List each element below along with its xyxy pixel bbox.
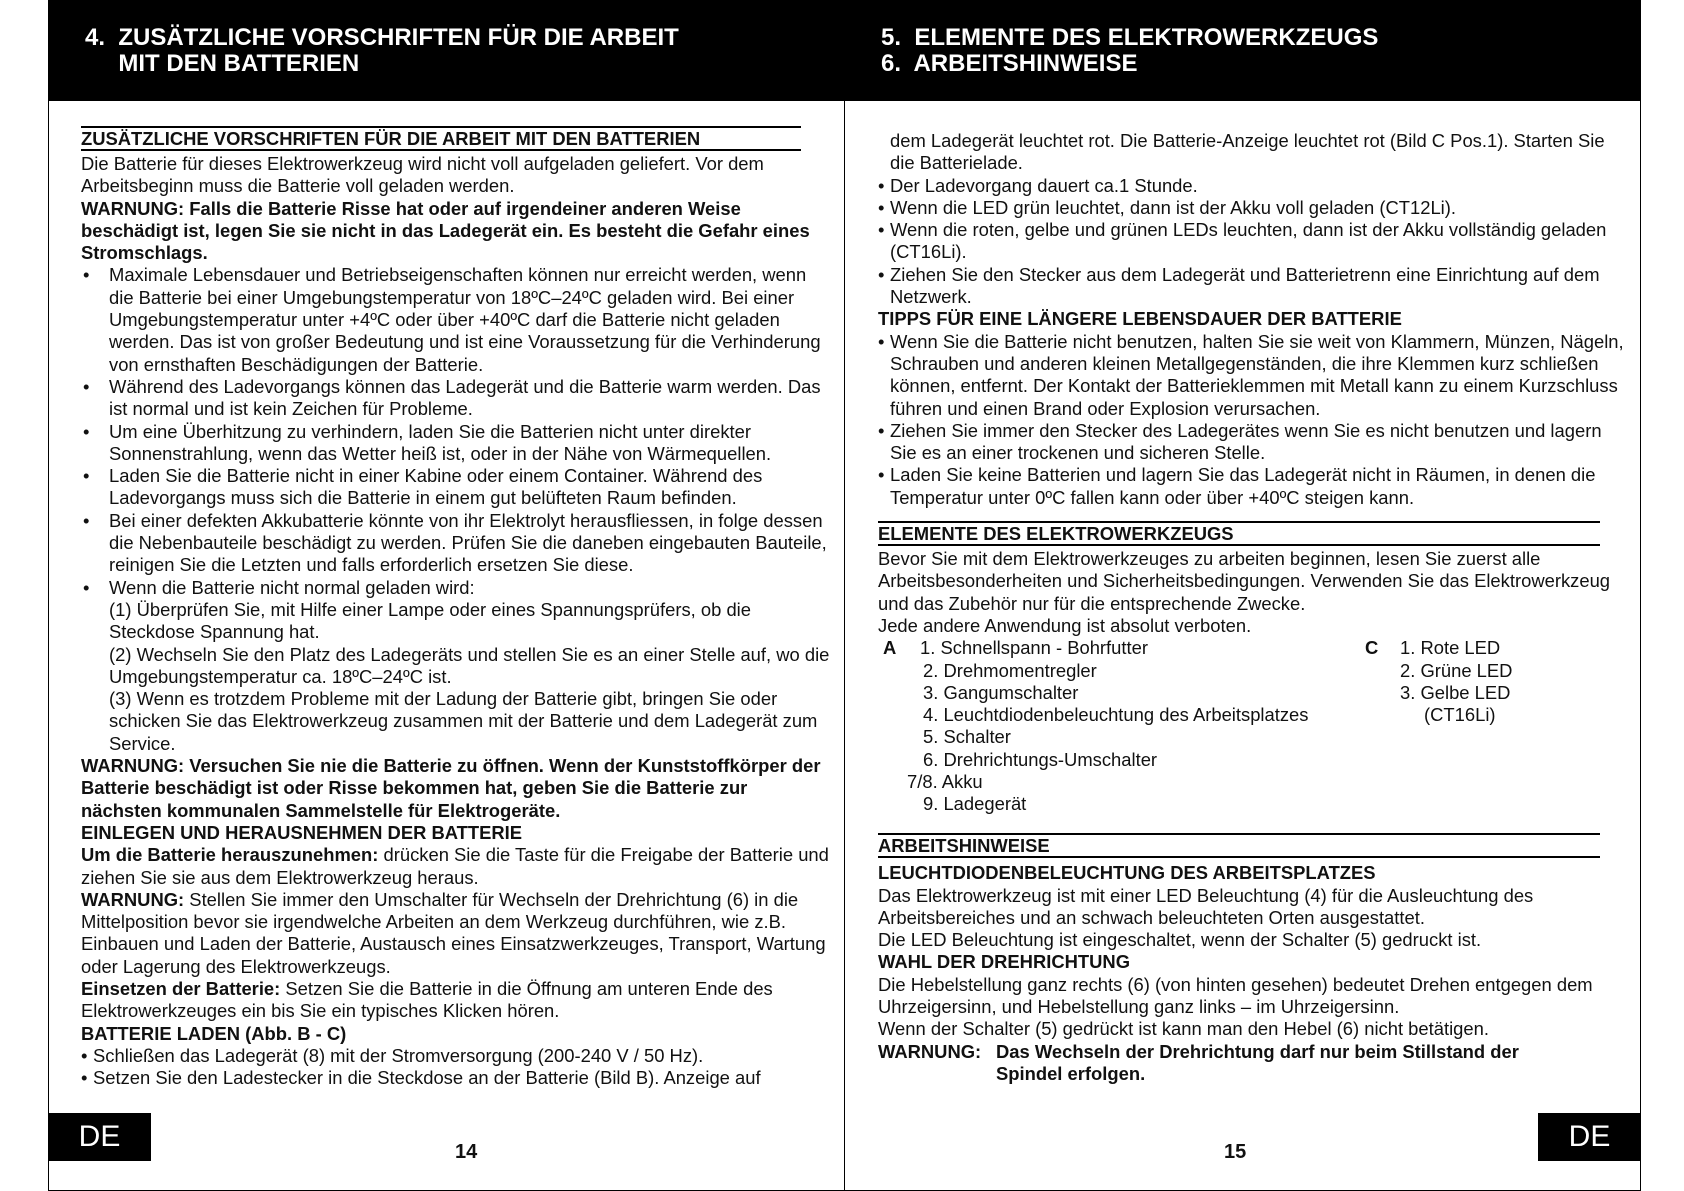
right-warning-line-2: Spindel erfolgen. [996, 1062, 1146, 1084]
part-c-3-note: (CT16Li) [1424, 704, 1496, 726]
left-charge-bullet-1: • Schließen das Ladegerät (8) mit der Stromversorgung (200-240 V / 50 Hz). [81, 1045, 833, 1067]
part-c-1: 1. Rote LED [1400, 637, 1501, 659]
right-page-header [845, 0, 1640, 101]
right-charge-bullet-3: • Wenn die roten, gelbe und grünen LEDs leuchten, dann ist der Akku vollständig geladen (CT16Li). [878, 219, 1630, 264]
left-bullet-5: • Bei einer defekten Akkubatterie könnte von ihr Elektrolyt herausfliessen, in folge dessen die Nebenbauteile beschädigt zu werden. Prüfen Sie die daneben eingebauten Bauteile, reinigen Sie die Letzten und falls erforderlich ersetzen Sie diese. [81, 510, 833, 577]
part-a-1: 1. Schnellspann - Bohrfutter [920, 637, 1148, 659]
parts-list [878, 637, 1630, 825]
insert-battery-paragraph [81, 978, 833, 1023]
left-page-number: 14 [455, 1141, 478, 1163]
left-header-line-1: 4. ZUSÄTZLICHE VORSCHRIFTEN FÜR DIE ARBEIT [85, 24, 679, 51]
remove-battery-paragraph [81, 844, 833, 889]
remove-battery-lead: Um die Batterie herauszunehmen: [81, 844, 379, 866]
tip-1: • Wenn Sie die Batterie nicht benutzen, halten Sie sie weit von Klammern, Münzen, Nägeln, Schrauben und anderen kleinen Metallgegenständen, die ihre Klemmen kurz schließen können, entfernt. Der Kontakt der Batterieklemmen mit Metall kann zu einem Kurzschluss führen und einen Brand oder Explosion verursachen. [878, 331, 1630, 420]
led-text-1: Das Elektrowerkzeug ist mit einer LED Beleuchtung (4) für die Ausleuchtung des Arbeitsbereiches und an schwach beleuchteten Orten ausgestattet. [878, 884, 1534, 928]
part-a-3: 3. Gangumschalter [923, 681, 1079, 703]
tip-3: • Laden Sie keine Batterien und lagern Sie das Ladegerät nicht in Räumen, in denen die Temperatur unter 0ºC fallen kann oder über +40ºC steigen kann. [878, 464, 1630, 509]
right-page-number: 15 [1224, 1141, 1247, 1163]
tips-heading: TIPPS FÜR EINE LÄNGERE LEBENSDAUER DER BATTERIE [878, 308, 1402, 330]
charge-heading: BATTERIE LADEN (Abb. B - C) [81, 1022, 347, 1044]
group-c-label: C [1365, 637, 1379, 659]
left-bullet-3: • Um eine Überhitzung zu verhindern, laden Sie die Batterien nicht unter direkter Sonnenstrahlung, wenn das Wetter heiß ist, oder in der Nähe von Wärmequellen. [81, 421, 833, 466]
tip-2: • Ziehen Sie immer den Stecker des Ladegerätes wenn Sie es nicht benutzen und lagern Sie es an einer trockenen und sicheren Stelle. [878, 420, 1630, 465]
part-a-9: 9. Ladegerät [923, 793, 1027, 815]
left-warning-3 [81, 889, 833, 978]
left-page-header [48, 0, 844, 101]
direction-text-2: Wenn der Schalter (5) gedrückt ist kann man den Hebel (6) nicht betätigen. [878, 1018, 1489, 1040]
left-warning-2: WARNUNG: Versuchen Sie nie die Batterie zu öffnen. Wenn der Kunststoffkörper der Batterie beschädigt ist oder Risse bekommen hat, geben Sie die Batterie zur nächsten kommunalen Sammelstelle für Elektrogeräte. [81, 755, 821, 821]
right-charge-bullet-1: • Der Ladevorgang dauert ca.1 Stunde. [878, 175, 1630, 197]
part-a-4: 4. Leuchtdiodenbeleuchtung des Arbeitsplatzes [923, 704, 1309, 726]
left-step-2: (2) Wechseln Sie den Platz des Ladegeräts und stellen Sie es an einer Stelle auf, wo die Umgebungstemperatur ca. 18ºC–24ºC ist. [109, 643, 830, 687]
page-divider [844, 0, 845, 1191]
right-header-line-1: 5. ELEMENTE DES ELEKTROWERKZEUGS [881, 24, 1379, 51]
right-warning [878, 1041, 1630, 1086]
insert-remove-heading: EINLEGEN UND HERAUSNEHMEN DER BATTERIE [81, 821, 523, 843]
left-section-title: ZUSÄTZLICHE VORSCHRIFTEN FÜR DIE ARBEIT MIT DEN BATTERIEN [81, 126, 801, 151]
left-charge-bullet-2: • Setzen Sie den Ladestecker in die Steckdose an der Batterie (Bild B). Anzeige auf [81, 1067, 833, 1089]
left-intro: Die Batterie für dieses Elektrowerkzeug wird nicht voll aufgeladen geliefert. Vor dem Arbeitsbeginn muss die Batterie voll geladen werden. [81, 153, 764, 197]
group-a-label: A [883, 637, 897, 659]
direction-heading: WAHL DER DREHRICHTUNG [878, 951, 1131, 973]
left-warning-3-text: Stellen Sie immer den Umschalter für Wechseln der Drehrichtung (6) in die Mittelposition bevor sie irgendwelche Arbeiten an dem Werkzeug durchführen, wie z.B. Einbauen und Laden der Batterie, Austausch eines Einsatzwerkzeuges, Transport, Wartung oder Lagerung des Elektrowerkzeugs. [81, 888, 826, 977]
insert-battery-lead: Einsetzen der Batterie: [81, 977, 281, 999]
left-bullet-4: • Laden Sie die Batterie nicht in einer Kabine oder einem Container. Während des Ladevorgangs muss sich die Batterie in einem gut belüfteten Raum befinden. [81, 465, 833, 510]
elements-note: Jede andere Anwendung ist absolut verboten. [878, 614, 1252, 636]
left-warning-1: WARNUNG: Falls die Batterie Risse hat oder auf irgendeiner anderen Weise beschädigt ist, legen Sie sie nicht in das Ladegerät ein. Es besteht die Gefahr eines Stromschlags. [81, 197, 810, 264]
left-bullet-1: • Maximale Lebensdauer und Betriebseigenschaften können nur erreicht werden, wenn die Batterie bei einer Umgebungstemperatur von 18ºC–24ºC geladen wird. Bei einer Umgebungstemperatur unter +4ºC oder über +40ºC darf die Batterie nicht geladen werden. Das ist von großer Bedeutung und ist eine Voraussetzung für die Verhinderung von ernsthaften Beschädigungen der Batterie. [81, 264, 833, 375]
right-charge-bullet-2: • Wenn die LED grün leuchtet, dann ist der Akku voll geladen (CT12Li). [878, 197, 1630, 219]
part-a-7-8: 7/8. Akku [907, 771, 983, 793]
charge-continued: dem Ladegerät leuchtet rot. Die Batterie-Anzeige leuchtet rot (Bild C Pos.1). Starten Sie die Batterielade. [890, 130, 1605, 174]
insert-battery-text: Setzen Sie die Batterie in die Öffnung am unteren Ende des Elektrowerkzeuges ein bis Sie ein typisches Klicken hören. [81, 977, 773, 1022]
remove-battery-text: drücken Sie die Taste für die Freigabe der Batterie und ziehen Sie sie aus dem Elektrowerkzeug heraus. [81, 844, 829, 888]
left-page-content [81, 126, 833, 1089]
part-a-6: 6. Drehrichtungs-Umschalter [923, 748, 1158, 770]
elements-section-title: ELEMENTE DES ELEKTROWERKZEUGS [878, 521, 1600, 546]
right-header-line-2: 6. ARBEITSHINWEISE [881, 50, 1138, 77]
part-c-3: 3. Gelbe LED [1400, 681, 1511, 703]
right-charge-bullet-4: • Ziehen Sie den Stecker aus dem Ladegerät und Batterietrenn eine Einrichtung auf dem Netzwerk. [878, 264, 1630, 309]
elements-intro: Bevor Sie mit dem Elektrowerkzeuges zu arbeiten beginnen, lesen Sie zuerst alle Arbeitsbesonderheiten und Sicherheitsbedingungen. Verwenden Sie das Elektrowerkzeug und das Zubehör nur für die entsprechende Zwecke. [878, 548, 1611, 614]
left-warning-3-lead: WARNUNG: [81, 888, 185, 910]
left-step-3: (3) Wenn es trotzdem Probleme mit der Ladung der Batterie gibt, bringen Sie oder schicken Sie das Elektrowerkzeug zusammen mit der Batterie und dem Ladegerät zum Service. [109, 688, 818, 754]
left-step-1: (1) Überprüfen Sie, mit Hilfe einer Lampe oder eines Spannungsprüfers, ob die Steckdose Spannung hat. [109, 598, 751, 643]
part-a-2: 2. Drehmomentregler [923, 659, 1097, 681]
left-language-badge: DE [48, 1113, 151, 1161]
direction-text-1: Die Hebelstellung ganz rechts (6) (von hinten gesehen) bedeutet Drehen entgegen dem Uhrzeigersinn, und Hebelstellung ganz links – im Uhrzeigersinn. [878, 973, 1593, 1018]
left-bullet-2: • Während des Ladevorgangs können das Ladegerät und die Batterie warm werden. Das ist normal und ist kein Zeichen für Probleme. [81, 376, 833, 421]
left-bullet-6: • Wenn die Batterie nicht normal geladen wird: [81, 577, 833, 599]
right-language-badge: DE [1538, 1113, 1641, 1161]
part-c-2: 2. Grüne LED [1400, 659, 1513, 681]
right-warning-line-1: Das Wechseln der Drehrichtung darf nur beim Stillstand der [996, 1040, 1519, 1062]
right-warning-lead: WARNUNG: [878, 1040, 982, 1062]
led-heading: LEUCHTDIODENBELEUCHTUNG DES ARBEITSPLATZES [878, 862, 1376, 884]
led-text-2: Die LED Beleuchtung ist eingeschaltet, wenn der Schalter (5) gedruckt ist. [878, 929, 1482, 951]
left-header-line-2: MIT DEN BATTERIEN [85, 50, 360, 77]
frame-left-border [48, 0, 49, 1191]
right-page-content [878, 130, 1630, 1085]
work-section-title: ARBEITSHINWEISE [878, 833, 1600, 858]
frame-right-border [1640, 0, 1641, 1191]
part-a-5: 5. Schalter [923, 726, 1011, 748]
